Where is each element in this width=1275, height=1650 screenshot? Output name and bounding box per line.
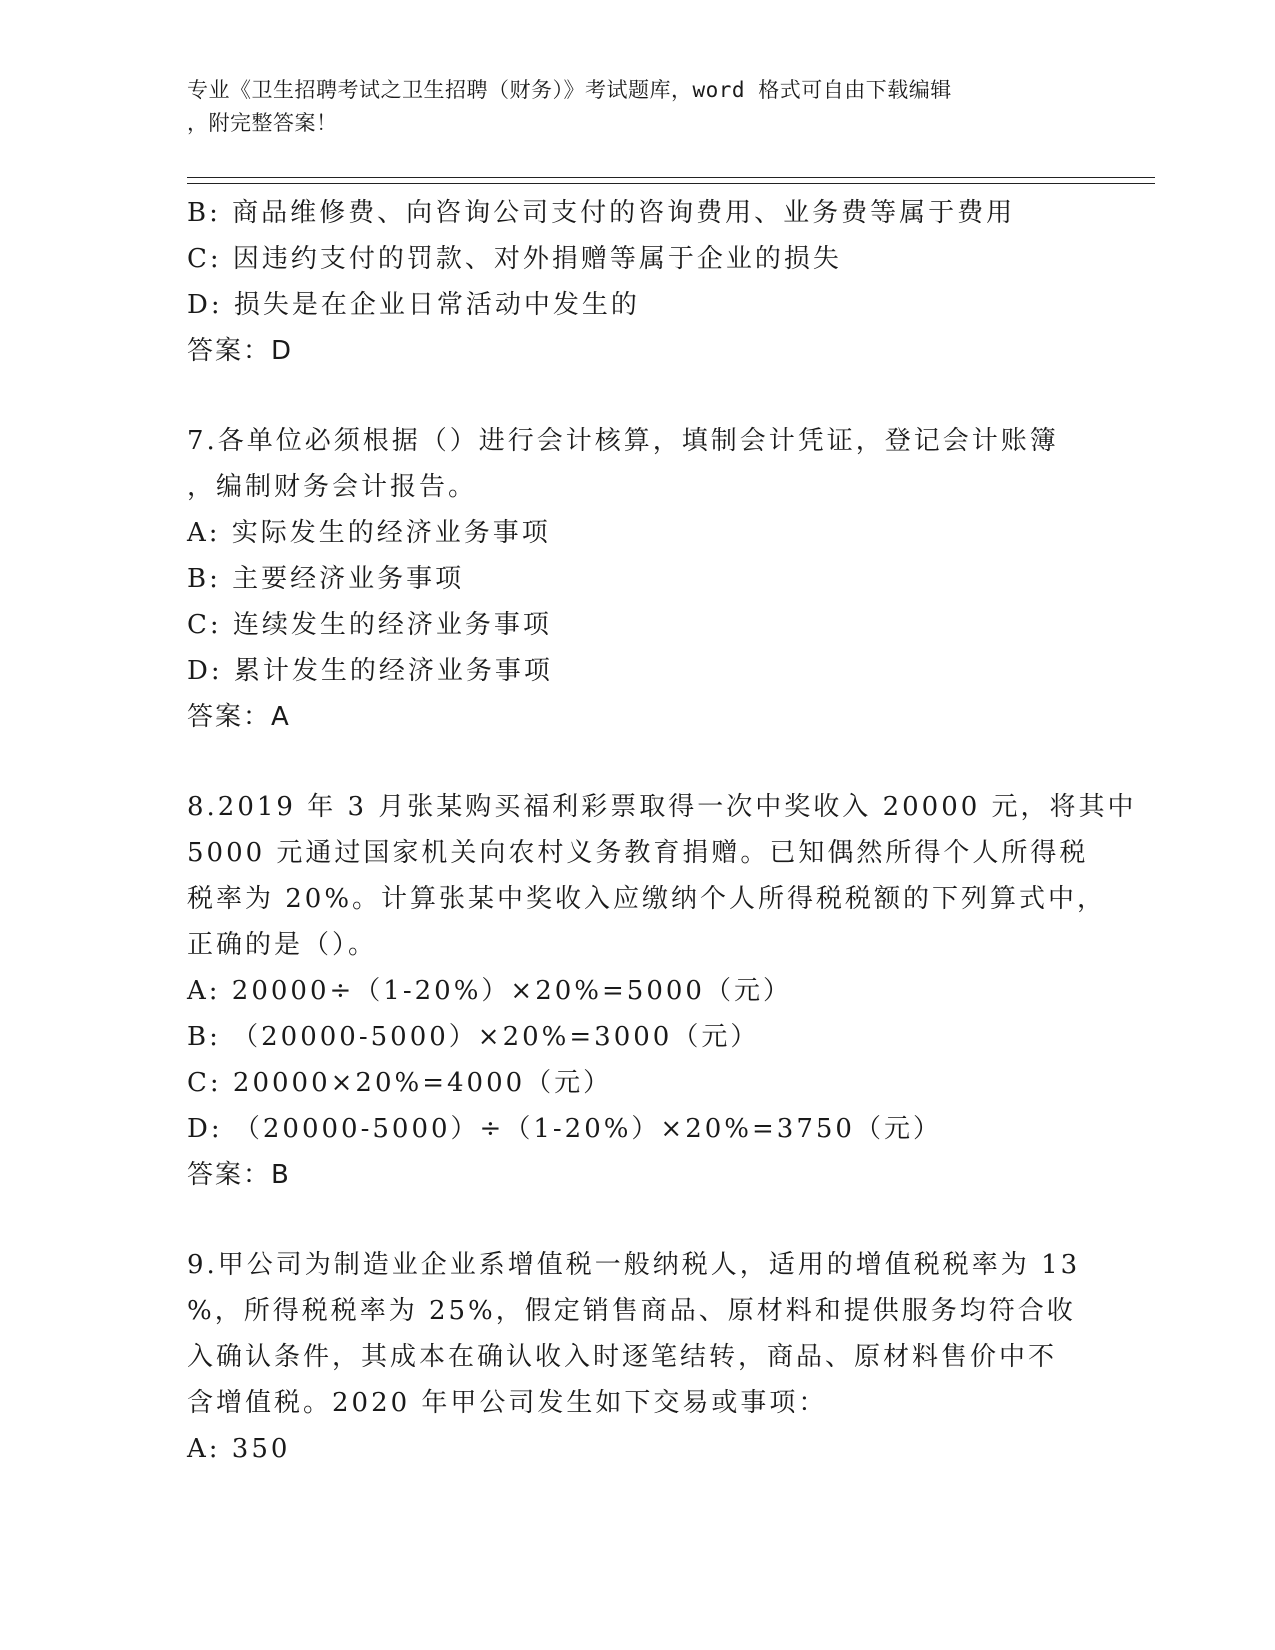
question-stem: 正确的是（）。 bbox=[187, 930, 378, 960]
question-list bbox=[187, 190, 1137, 1472]
option-d: D: （20000-5000）÷（1-20%）×20%=3750（元） bbox=[187, 1114, 942, 1144]
question-6 bbox=[187, 190, 1087, 374]
question-9 bbox=[187, 1242, 1087, 1472]
option-d: D: 损失是在企业日常活动中发生的 bbox=[187, 290, 640, 320]
question-stem: 8.2019 年 3 月张某购买福利彩票取得一次中奖收入 20000 元，将其中 bbox=[187, 792, 1137, 822]
option-c: C: 连续发生的经济业务事项 bbox=[187, 610, 552, 640]
question-stem: 9.甲公司为制造业企业系增值税一般纳税人，适用的增值税税率为 13 bbox=[187, 1250, 1081, 1280]
question-8 bbox=[187, 784, 1137, 1198]
header-line-2: ，附完整答案！ bbox=[187, 111, 338, 135]
answer: 答案：B bbox=[187, 1160, 291, 1190]
option-c: C: 20000×20%=4000（元） bbox=[187, 1068, 613, 1098]
question-7 bbox=[187, 418, 1087, 740]
question-stem: 税率为 20%。计算张某中奖收入应缴纳个人所得税税额的下列算式中， bbox=[187, 884, 1107, 914]
header-line-1: 专业《卫生招聘考试之卫生招聘（财务）》考试题库，word 格式可自由下载编辑 bbox=[187, 78, 952, 102]
option-d: D: 累计发生的经济业务事项 bbox=[187, 656, 553, 686]
header-divider-second bbox=[187, 183, 1155, 184]
option-b: B: 商品维修费、向咨询公司支付的咨询费用、业务费等属于费用 bbox=[187, 198, 1016, 228]
document-header bbox=[187, 74, 1067, 140]
option-a: A: 实际发生的经济业务事项 bbox=[187, 518, 551, 548]
question-stem: ，编制财务会计报告。 bbox=[187, 472, 478, 502]
option-b: B: （20000-5000）×20%=3000（元） bbox=[187, 1022, 760, 1052]
answer: 答案：A bbox=[187, 702, 291, 732]
header-divider bbox=[187, 177, 1155, 178]
option-b: B: 主要经济业务事项 bbox=[187, 564, 465, 594]
option-a: A: 350 bbox=[187, 1434, 291, 1464]
option-c: C: 因违约支付的罚款、对外捐赠等属于企业的损失 bbox=[187, 244, 842, 274]
question-stem: 入确认条件，其成本在确认收入时逐笔结转，商品、原材料售价中不 bbox=[187, 1342, 1058, 1372]
question-stem: 含增值税。2020 年甲公司发生如下交易或事项： bbox=[187, 1388, 828, 1418]
question-stem: 5000 元通过国家机关向农村义务教育捐赠。已知偶然所得个人所得税 bbox=[187, 838, 1089, 868]
question-stem: 7.各单位必须根据（）进行会计核算，填制会计凭证，登记会计账簿 bbox=[187, 426, 1059, 456]
option-a: A: 20000÷（1-20%）×20%=5000（元） bbox=[187, 976, 792, 1006]
answer: 答案：D bbox=[187, 336, 294, 366]
question-stem: %，所得税税率为 25%，假定销售商品、原材料和提供服务均符合收 bbox=[187, 1296, 1076, 1326]
